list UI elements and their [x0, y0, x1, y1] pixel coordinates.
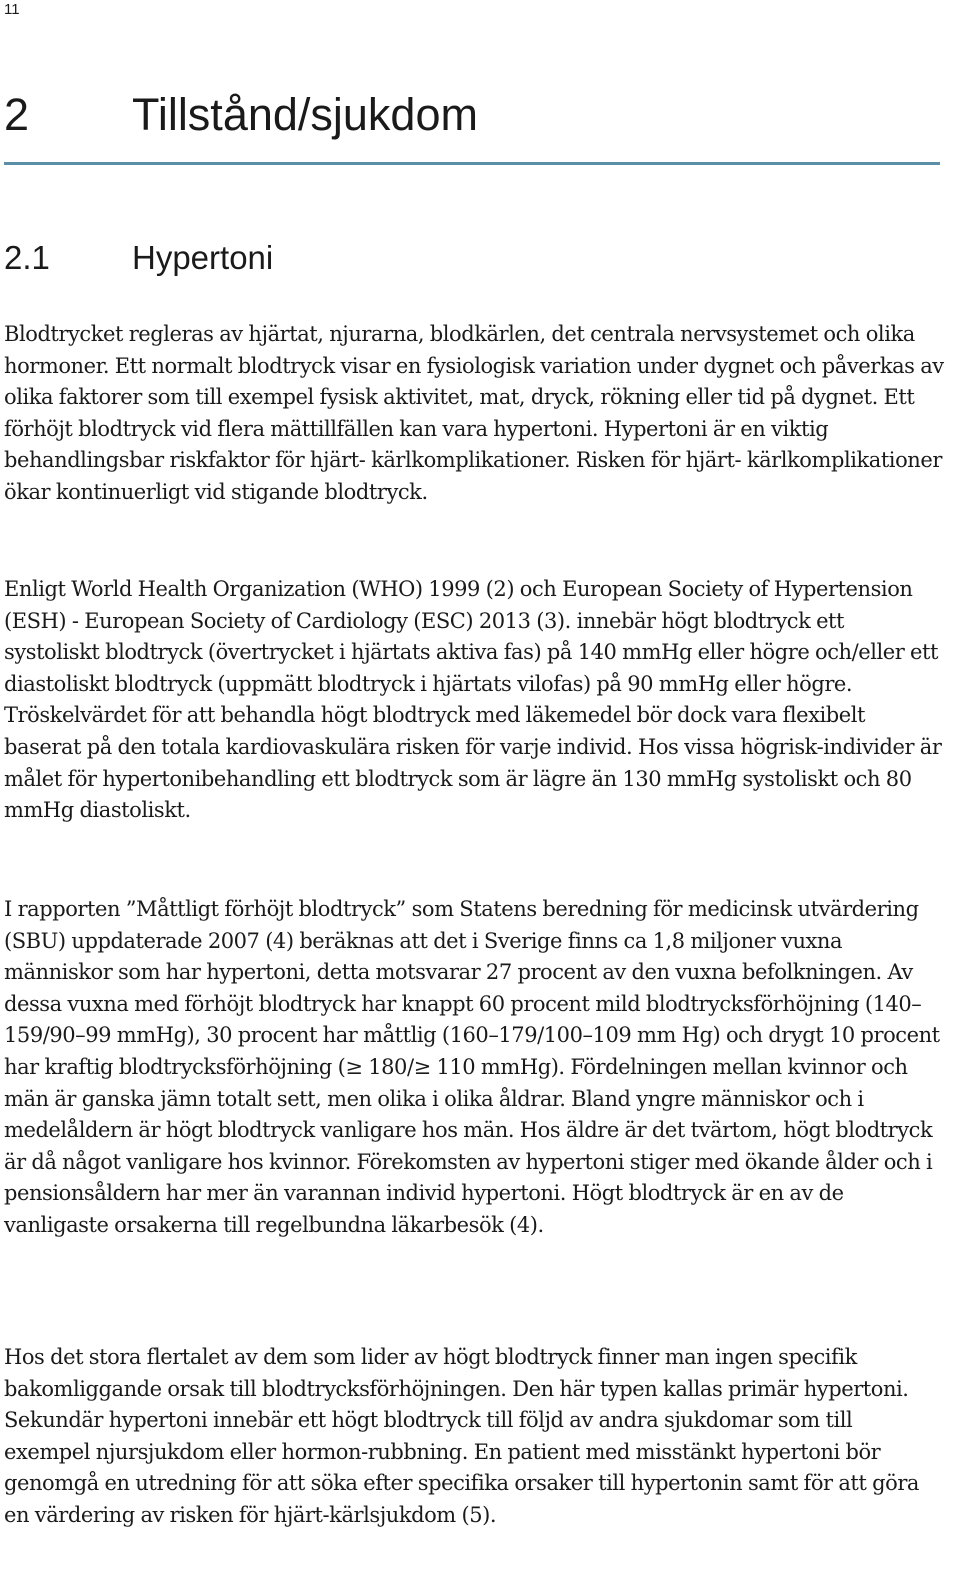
- section-title: Hypertoni: [132, 239, 274, 276]
- section-heading: [4, 236, 944, 280]
- chapter-heading: [4, 86, 944, 144]
- chapter-number: 2: [4, 89, 30, 140]
- paragraph-prevalence: I rapporten ”Måttligt förhöjt blodtryck” som Statens beredning för medicinsk utvärdering (SBU) uppdaterade 2007 (4) beräknas att det i Sverige finns ca 1,8 miljoner vuxna människor som har hypertoni, detta motsvarar 27 procent av den vuxna befolkningen. Av dessa vuxna med förhöjt blodtryck har knappt 60 procent mild blodtrycksförhöjning (140–159/90–99 mmHg), 30 procent har måttlig (160–179/100–109 mm Hg) och drygt 10 procent har kraftig blodtrycksförhöjning (≥ 180/≥ 110 mmHg). Fördelningen mellan kvinnor och män är ganska jämn totalt sett, men olika i olika åldrar. Bland yngre människor och i medelåldern är högt blodtryck vanligare hos män. Hos äldre är det tvärtom, högt blodtryck är då något vanligare hos kvinnor. Förekomsten av hypertoni stiger med ökande ålder och i pensionsåldern har mer än varannan individ hypertoni. Högt blodtryck är en av de vanligaste orsakerna till regelbundna läkarbesök (4).: [4, 897, 940, 1237]
- page-number: 11: [4, 1, 20, 18]
- paragraph-hypertension-definition: Enligt World Health Organization (WHO) 1999 (2) och European Society of Hypertension (ESH) - European Society of Cardiology (ESC) 2013 (3). innebär högt blodtryck ett systoliskt blodtryck (övertrycket i hjärtats aktiva fas) på 140 mmHg eller högre och/eller ett diastoliskt blodtryck (uppmätt blodtryck i hjärtats vilofas) på 90 mmHg eller högre. Tröskelvärdet för att behandla högt blodtryck med läkemedel bör dock vara flexibelt baserat på den totala kardiovaskulära risken för varje individ. Hos vissa högrisk-individer är målet för hypertonibehandling ett blodtryck som är lägre än 130 mmHg systoliskt och 80 mmHg diastoliskt.: [4, 577, 942, 823]
- section-number: 2.1: [4, 239, 50, 276]
- chapter-divider: [4, 162, 940, 165]
- paragraph-primary-secondary: Hos det stora flertalet av dem som lider av högt blodtryck finner man ingen specifik bakomliggande orsak till blodtrycksförhöjningen. Den här typen kallas primär hypertoni. Sekundär hypertoni innebär ett högt blodtryck till följd av andra sjukdomar som till exempel njursjukdom eller hormon-rubbning. En patient med misstänkt hypertoni bör genomgå en utredning för att söka efter specifika orsaker till hypertonin samt för att göra en värdering av risken för hjärt-kärlsjukdom (5).: [4, 1345, 919, 1527]
- chapter-title: Tillstånd/sjukdom: [132, 89, 478, 140]
- paragraph-blood-pressure-regulation: Blodtrycket regleras av hjärtat, njurarna, blodkärlen, det centrala nervsystemet och olika hormoner. Ett normalt blodtryck visar en fysiologisk variation under dygnet och påverkas av olika faktorer som till exempel fysisk aktivitet, mat, dryck, rökning eller tid på dygnet. Ett förhöjt blodtryck vid flera mättillfällen kan vara hypertoni. Hypertoni är en viktig behandlingsbar riskfaktor för hjärt- kärlkomplikationer. Risken för hjärt- kärlkomplikationer ökar kontinuerligt vid stigande blodtryck.: [4, 322, 944, 504]
